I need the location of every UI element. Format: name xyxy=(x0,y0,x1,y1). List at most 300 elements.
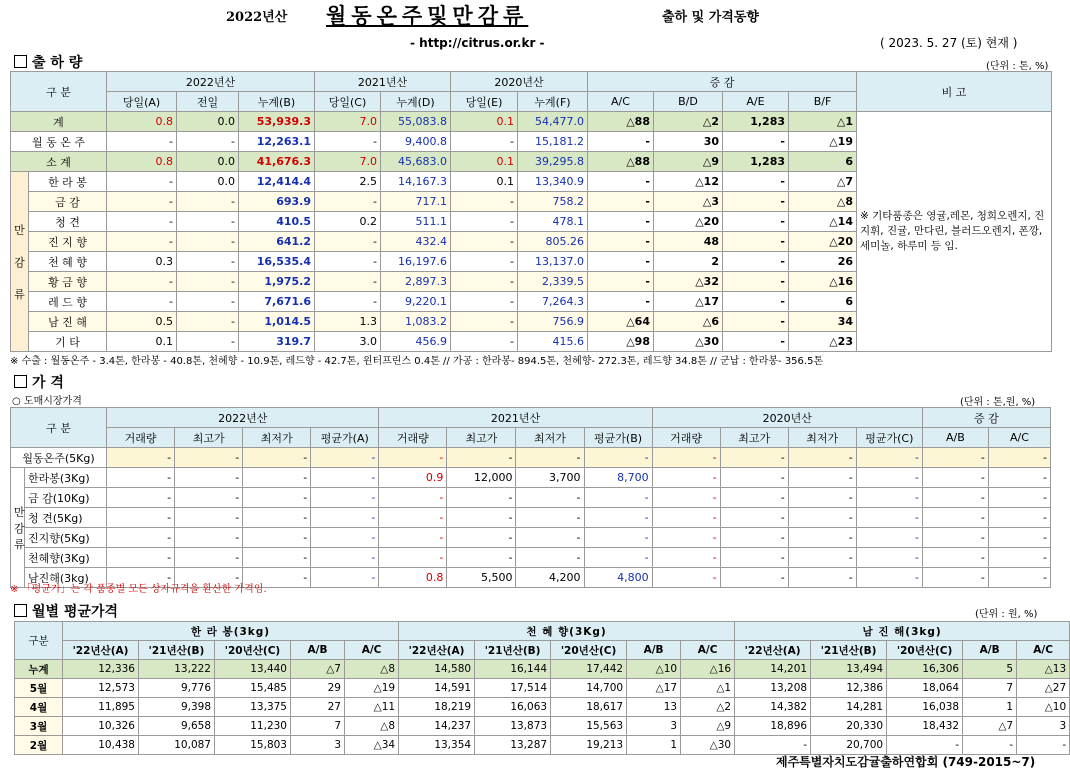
cell: - xyxy=(856,508,922,528)
row-label: 4월 xyxy=(15,698,63,717)
row-label: 진 지 향 xyxy=(29,232,107,252)
cell: - xyxy=(588,212,654,232)
cell: - xyxy=(177,292,239,312)
cell: - xyxy=(451,292,518,312)
cell: 758.2 xyxy=(518,192,588,212)
cell: - xyxy=(379,548,447,568)
subheader-7: 평균가(B) xyxy=(584,428,652,448)
subheader-13: A/C xyxy=(988,428,1050,448)
cell: - xyxy=(720,488,788,508)
cell: 9,398 xyxy=(139,698,215,717)
cell: - xyxy=(887,736,963,755)
cell: - xyxy=(177,272,239,292)
cell: △1 xyxy=(681,679,735,698)
cell: - xyxy=(652,448,720,468)
header-2020: 2020년산 xyxy=(652,408,922,428)
table-row xyxy=(11,548,1051,568)
cell: 7.0 xyxy=(315,152,381,172)
cell: 0.2 xyxy=(315,212,381,232)
cell: - xyxy=(588,272,654,292)
cell: 0.8 xyxy=(107,152,177,172)
cell: - xyxy=(177,212,239,232)
cell: - xyxy=(107,508,175,528)
cell: 17,514 xyxy=(475,679,551,698)
subheader: A/C xyxy=(1017,641,1070,660)
row-label: 한라봉(3Kg) xyxy=(25,468,107,488)
cell: - xyxy=(720,468,788,488)
row-label: 청 견 xyxy=(29,212,107,232)
cell: △14 xyxy=(789,212,857,232)
cell: △2 xyxy=(681,698,735,717)
cell: 10,087 xyxy=(139,736,215,755)
checkbox-icon xyxy=(14,375,27,388)
cell: - xyxy=(311,548,379,568)
subheader-10: B/F xyxy=(789,92,857,112)
cell: 2.5 xyxy=(315,172,381,192)
cell: △17 xyxy=(627,679,681,698)
cell: - xyxy=(922,448,988,468)
cell: 8,700 xyxy=(584,468,652,488)
cell: 18,432 xyxy=(887,717,963,736)
cell: 5 xyxy=(963,660,1017,679)
cell: 14,201 xyxy=(735,660,811,679)
cell: 14,700 xyxy=(551,679,627,698)
cell: - xyxy=(788,568,856,588)
cell: - xyxy=(922,488,988,508)
cell: 0.0 xyxy=(177,112,239,132)
row-label: 남 진 해 xyxy=(29,312,107,332)
cell: - xyxy=(177,192,239,212)
cell: 3,700 xyxy=(516,468,584,488)
subheader-11: 평균가(C) xyxy=(856,428,922,448)
cell: 15,485 xyxy=(215,679,291,698)
price-unit: (단위 : 톤,원, %) xyxy=(960,397,1036,408)
header-2021: 2021년산 xyxy=(379,408,652,428)
cell: - xyxy=(311,528,379,548)
cell: 13,208 xyxy=(735,679,811,698)
cell: - xyxy=(107,172,177,192)
shipment-footnote: ※ 수출 : 월동온주 - 3.4톤, 한라봉 - 40.8톤, 천혜향 - 10.9톤, 레드향 - 42.7톤, 윈터프린스 0.4톤 // 가공 : 한라봉- 894.5톤, 천혜향- 272.3톤, 레드향 34.8톤 // 군납 : 한라봉- 356.5톤 xyxy=(10,356,824,367)
cell: - xyxy=(788,528,856,548)
cell: - xyxy=(175,448,243,468)
cell: △34 xyxy=(345,736,399,755)
cell: - xyxy=(1017,736,1070,755)
table-row xyxy=(11,528,1051,548)
footer-org: 제주특별자치도감귤출하연합회 (749-2015~7) xyxy=(776,755,1036,769)
cell: - xyxy=(856,528,922,548)
row-label: 월 동 온 주 xyxy=(11,132,107,152)
cell: - xyxy=(451,212,518,232)
subheader: '21년산(B) xyxy=(475,641,551,660)
row-label: 레 드 향 xyxy=(29,292,107,312)
subheader: A/B xyxy=(963,641,1017,660)
table-row xyxy=(15,679,1070,698)
cell: 12,573 xyxy=(63,679,139,698)
cell: - xyxy=(788,448,856,468)
row-label: 천 혜 향 xyxy=(29,252,107,272)
cell: - xyxy=(720,508,788,528)
cell: 9,220.1 xyxy=(381,292,451,312)
cell: 3 xyxy=(627,717,681,736)
cell: 16,197.6 xyxy=(381,252,451,272)
cell: 0.8 xyxy=(379,568,447,588)
cell: 415.6 xyxy=(518,332,588,352)
cell: △16 xyxy=(681,660,735,679)
cell: - xyxy=(652,468,720,488)
cell: 717.1 xyxy=(381,192,451,212)
group-label-char: 류 xyxy=(14,537,25,551)
cell: 0.9 xyxy=(379,468,447,488)
cell: - xyxy=(723,332,789,352)
cell: △9 xyxy=(654,152,723,172)
cell: - xyxy=(584,528,652,548)
cell: - xyxy=(788,508,856,528)
cell: - xyxy=(922,468,988,488)
cell: - xyxy=(447,488,516,508)
cell: - xyxy=(447,548,516,568)
cell: - xyxy=(451,272,518,292)
cell: - xyxy=(107,192,177,212)
cell: - xyxy=(723,272,789,292)
cell: - xyxy=(723,212,789,232)
cell: 7 xyxy=(291,717,345,736)
cell: - xyxy=(175,468,243,488)
group-label-mangam xyxy=(11,172,29,352)
cell: 1.3 xyxy=(315,312,381,332)
cell: - xyxy=(720,448,788,468)
checkbox-icon xyxy=(14,604,27,617)
cell: 6 xyxy=(789,152,857,172)
cell: - xyxy=(922,548,988,568)
cell: 1 xyxy=(963,698,1017,717)
cell: △16 xyxy=(789,272,857,292)
subheader: A/C xyxy=(681,641,735,660)
cell: - xyxy=(175,548,243,568)
cell: - xyxy=(988,488,1050,508)
cell: △32 xyxy=(654,272,723,292)
row-label: 계 xyxy=(11,112,107,132)
cell: △27 xyxy=(1017,679,1070,698)
cell: 12,336 xyxy=(63,660,139,679)
cell: 15,803 xyxy=(215,736,291,755)
cell: 0.1 xyxy=(107,332,177,352)
cell: 9,658 xyxy=(139,717,215,736)
row-label: 청 견(5Kg) xyxy=(25,508,107,528)
cell: 20,700 xyxy=(811,736,887,755)
cell: 5,500 xyxy=(447,568,516,588)
row-label: 소 계 xyxy=(11,152,107,172)
cell: - xyxy=(516,528,584,548)
cell: - xyxy=(315,132,381,152)
cell: 13 xyxy=(627,698,681,717)
cell: - xyxy=(988,528,1050,548)
subheader: '21년산(B) xyxy=(139,641,215,660)
cell: 319.7 xyxy=(239,332,315,352)
header-gubun: 구 분 xyxy=(11,408,107,448)
cell: - xyxy=(243,568,311,588)
cell: 13,287 xyxy=(475,736,551,755)
cell: 20,330 xyxy=(811,717,887,736)
subheader: A/C xyxy=(345,641,399,660)
row-label: 누계 xyxy=(15,660,63,679)
cell: △8 xyxy=(345,660,399,679)
subheader-6: 누계(F) xyxy=(518,92,588,112)
cell: 805.26 xyxy=(518,232,588,252)
subheader-0: 거래량 xyxy=(107,428,175,448)
cell: △98 xyxy=(588,332,654,352)
subheader-4: 누계(D) xyxy=(381,92,451,112)
cell: - xyxy=(243,508,311,528)
row-label: 3월 xyxy=(15,717,63,736)
title-year: 2022년산 xyxy=(226,10,288,25)
checkbox-icon xyxy=(14,55,27,68)
cell: - xyxy=(107,132,177,152)
cell: - xyxy=(723,132,789,152)
cell: - xyxy=(588,192,654,212)
cell: 19,213 xyxy=(551,736,627,755)
cell: 11,895 xyxy=(63,698,139,717)
cell: 18,617 xyxy=(551,698,627,717)
table-row xyxy=(15,736,1070,755)
cell: - xyxy=(584,548,652,568)
cell: - xyxy=(723,312,789,332)
cell: - xyxy=(315,272,381,292)
cell: 0.1 xyxy=(451,172,518,192)
price-table xyxy=(10,407,1051,588)
cell: 18,064 xyxy=(887,679,963,698)
cell: - xyxy=(856,448,922,468)
subheader: '21년산(B) xyxy=(811,641,887,660)
cell: - xyxy=(516,508,584,528)
row-label: 5월 xyxy=(15,679,63,698)
cell: 0.8 xyxy=(107,112,177,132)
group-header-0: 한 라 봉(3kg) xyxy=(63,622,399,641)
cell: - xyxy=(379,448,447,468)
cell: △3 xyxy=(654,192,723,212)
cell: 478.1 xyxy=(518,212,588,232)
cell: 0.3 xyxy=(107,252,177,272)
row-label: 남진해(3kg) xyxy=(25,568,107,588)
cell: △7 xyxy=(963,717,1017,736)
cell: 1,283 xyxy=(723,152,789,172)
cell: △13 xyxy=(1017,660,1070,679)
subheader-5: 당일(E) xyxy=(451,92,518,112)
subheader-2: 최저가 xyxy=(243,428,311,448)
cell: 12,263.1 xyxy=(239,132,315,152)
cell: - xyxy=(723,292,789,312)
cell: - xyxy=(447,448,516,468)
cell: - xyxy=(243,528,311,548)
cell: - xyxy=(447,528,516,548)
group-label-char: 만 xyxy=(14,223,25,237)
group-label-char: 감 xyxy=(14,521,25,535)
cell: - xyxy=(788,468,856,488)
cell: - xyxy=(720,568,788,588)
cell: △11 xyxy=(345,698,399,717)
cell: - xyxy=(175,568,243,588)
subheader: '22년산(A) xyxy=(399,641,475,660)
table-row xyxy=(11,508,1051,528)
cell: 53,939.3 xyxy=(239,112,315,132)
cell: 1,975.2 xyxy=(239,272,315,292)
page-subtitle: 출하 및 가격동향 xyxy=(662,10,759,25)
cell: 29 xyxy=(291,679,345,698)
cell: - xyxy=(723,232,789,252)
cell: 0.1 xyxy=(451,152,518,172)
cell: - xyxy=(177,332,239,352)
cell: 2 xyxy=(654,252,723,272)
cell: - xyxy=(177,252,239,272)
cell: - xyxy=(922,568,988,588)
cell: 1,014.5 xyxy=(239,312,315,332)
cell: 3.0 xyxy=(315,332,381,352)
cell: 4,800 xyxy=(584,568,652,588)
cell: 41,676.3 xyxy=(239,152,315,172)
subheader-3: 평균가(A) xyxy=(311,428,379,448)
cell: 34 xyxy=(789,312,857,332)
cell: - xyxy=(723,172,789,192)
cell: - xyxy=(243,468,311,488)
cell: - xyxy=(107,212,177,232)
header-gubun: 구분 xyxy=(15,622,63,660)
cell: 13,494 xyxy=(811,660,887,679)
cell: - xyxy=(652,548,720,568)
subheader: '22년산(A) xyxy=(63,641,139,660)
cell: - xyxy=(315,292,381,312)
remark-text: ※ 기타품종은 영귤,레몬, 청희오렌지, 진지휘, 진귤, 만다린, 블러드오렌지, 폰깡,세미놀, 하루미 등 임. xyxy=(860,210,1045,252)
header-note: 비 고 xyxy=(857,72,1052,112)
cell: - xyxy=(584,508,652,528)
header-change: 증 감 xyxy=(588,72,857,92)
row-label: 2월 xyxy=(15,736,63,755)
total-row xyxy=(15,660,1070,679)
subheader-10: 최저가 xyxy=(788,428,856,448)
cell: - xyxy=(451,312,518,332)
cell: 14,382 xyxy=(735,698,811,717)
header-2021: 2021년산 xyxy=(315,72,451,92)
subheader-0: 당일(A) xyxy=(107,92,177,112)
cell: - xyxy=(451,132,518,152)
cell: △8 xyxy=(789,192,857,212)
cell: △10 xyxy=(627,660,681,679)
section-shipment-title: 출 하 량 xyxy=(14,52,82,72)
cell: △1 xyxy=(789,112,857,132)
group-header-1: 천 혜 향(3Kg) xyxy=(399,622,735,641)
cell: - xyxy=(988,468,1050,488)
row-label: 금 감 xyxy=(29,192,107,212)
row-label: 기 타 xyxy=(29,332,107,352)
subheader-8: 거래량 xyxy=(652,428,720,448)
cell: - xyxy=(588,292,654,312)
cell: - xyxy=(788,488,856,508)
monthly-unit: (단위 : 원, %) xyxy=(975,609,1038,620)
cell: 14,281 xyxy=(811,698,887,717)
cell: - xyxy=(311,568,379,588)
cell: - xyxy=(177,232,239,252)
cell: - xyxy=(451,252,518,272)
cell: 16,535.4 xyxy=(239,252,315,272)
cell: - xyxy=(963,736,1017,755)
table-row xyxy=(11,488,1051,508)
cell: 13,440 xyxy=(215,660,291,679)
report-date: ( 2023. 5. 27 (토) 현재 ) xyxy=(880,36,1018,50)
group-label-char: 감 xyxy=(14,255,25,269)
cell: 9,400.8 xyxy=(381,132,451,152)
cell: 14,237 xyxy=(399,717,475,736)
row-label: 황 금 향 xyxy=(29,272,107,292)
cell: 7 xyxy=(963,679,1017,698)
cell: 10,438 xyxy=(63,736,139,755)
section-price-title: 가 격 xyxy=(14,372,64,392)
subheader-1: 최고가 xyxy=(175,428,243,448)
cell: △6 xyxy=(654,312,723,332)
cell: - xyxy=(988,508,1050,528)
cell: △64 xyxy=(588,312,654,332)
subheader-2: 누계(B) xyxy=(239,92,315,112)
cell: 48 xyxy=(654,232,723,252)
cell: 1 xyxy=(627,736,681,755)
cell: △30 xyxy=(654,332,723,352)
cell: 12,386 xyxy=(811,679,887,698)
cell: - xyxy=(311,468,379,488)
cell: - xyxy=(988,548,1050,568)
subheader-7: A/C xyxy=(588,92,654,112)
cell: - xyxy=(175,508,243,528)
cell: 27 xyxy=(291,698,345,717)
cell: 410.5 xyxy=(239,212,315,232)
table-row xyxy=(11,448,1051,468)
cell: 511.1 xyxy=(381,212,451,232)
cell: 11,230 xyxy=(215,717,291,736)
cell: 456.9 xyxy=(381,332,451,352)
cell: - xyxy=(588,172,654,192)
cell: - xyxy=(175,528,243,548)
monthly-price-table xyxy=(14,621,1070,755)
cell: - xyxy=(451,232,518,252)
cell: - xyxy=(856,568,922,588)
header-change: 증 감 xyxy=(922,408,1050,428)
note-cell xyxy=(857,112,1052,352)
cell: - xyxy=(311,448,379,468)
cell: 13,340.9 xyxy=(518,172,588,192)
cell: 10,326 xyxy=(63,717,139,736)
cell: - xyxy=(315,252,381,272)
wholesale-market-label: ○ 도매시장가격 xyxy=(12,396,82,407)
cell: - xyxy=(723,192,789,212)
group-label-char: 만 xyxy=(14,505,25,519)
cell: 13,137.0 xyxy=(518,252,588,272)
cell: - xyxy=(451,332,518,352)
cell: △9 xyxy=(681,717,735,736)
cell: 0.0 xyxy=(177,172,239,192)
cell: - xyxy=(652,568,720,588)
subheader-9: A/E xyxy=(723,92,789,112)
subheader: A/B xyxy=(291,641,345,660)
table-row xyxy=(15,698,1070,717)
cell: △8 xyxy=(345,717,399,736)
cell: 1,083.2 xyxy=(381,312,451,332)
cell: 17,442 xyxy=(551,660,627,679)
cell: - xyxy=(315,192,381,212)
cell: - xyxy=(107,548,175,568)
cell: 18,896 xyxy=(735,717,811,736)
cell: 6 xyxy=(789,292,857,312)
cell: - xyxy=(856,548,922,568)
cell: △7 xyxy=(291,660,345,679)
cell: - xyxy=(107,448,175,468)
cell: - xyxy=(735,736,811,755)
cell: △19 xyxy=(345,679,399,698)
